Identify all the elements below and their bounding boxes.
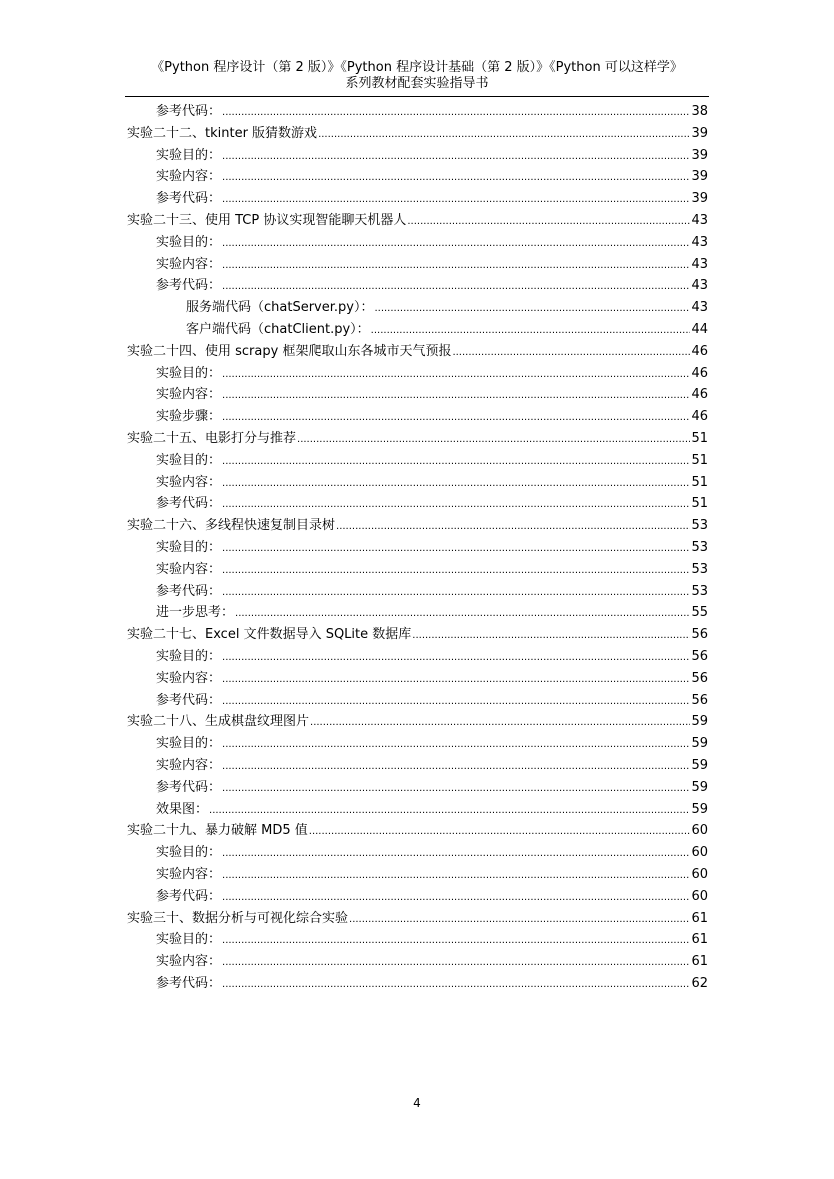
toc-entry-page: 56	[691, 649, 708, 664]
toc-entry-title: 实验内容：	[156, 670, 222, 686]
toc-entry-title: 实验二十七、Excel 文件数据导入 SQLite 数据库	[127, 627, 412, 643]
toc-entry-page: 53	[691, 583, 708, 599]
toc-section-entry[interactable]	[156, 473, 708, 493]
toc-dot-leader	[336, 516, 690, 537]
toc-section-entry[interactable]	[156, 451, 708, 471]
toc-entry-page: 43	[691, 300, 708, 316]
toc-entry-page: 53	[691, 540, 708, 555]
toc-entry-page: 46	[691, 409, 708, 425]
toc-entry-title: 参考代码：	[156, 104, 222, 119]
toc-entry-title: 实验目的：	[156, 845, 222, 861]
page-header	[0, 60, 834, 92]
toc-entry-page: 53	[691, 561, 708, 577]
toc-entry-page: 55	[691, 605, 708, 621]
toc-chapter-entry[interactable]	[127, 342, 708, 362]
toc-section-entry[interactable]	[156, 167, 708, 187]
toc-section-entry[interactable]	[156, 102, 708, 122]
toc-entry-title: 实验三十、数据分析与可视化综合实验	[127, 910, 349, 926]
toc-section-entry[interactable]	[156, 800, 708, 820]
toc-section-entry[interactable]	[156, 603, 708, 623]
toc-dot-leader	[222, 756, 690, 777]
toc-entry-page: 60	[691, 845, 708, 861]
toc-entry-page: 46	[691, 343, 708, 359]
toc-dot-leader	[297, 429, 690, 450]
toc-entry-title: 实验二十五、电影打分与推荐	[127, 431, 297, 446]
toc-entry-title: 实验内容：	[156, 561, 222, 577]
toc-section-entry[interactable]	[156, 691, 708, 711]
toc-entry-title: 客户端代码（chatClient.py）：	[186, 322, 370, 337]
toc-dot-leader	[222, 276, 690, 297]
toc-dot-leader	[222, 930, 690, 951]
toc-dot-leader	[222, 647, 690, 668]
toc-section-entry[interactable]	[156, 865, 708, 885]
toc-entry-title: 实验内容：	[156, 169, 222, 185]
toc-entry-page: 59	[691, 714, 708, 730]
toc-entry-title: 服务端代码（chatServer.py）：	[186, 300, 374, 316]
toc-section-entry[interactable]	[156, 189, 708, 209]
toc-entry-page: 56	[691, 627, 708, 643]
toc-entry-title: 实验目的：	[156, 736, 222, 752]
toc-dot-leader	[222, 778, 690, 799]
toc-section-entry[interactable]	[156, 778, 708, 798]
toc-entry-title: 参考代码：	[156, 888, 222, 904]
toc-entry-page: 43	[691, 234, 708, 250]
toc-dot-leader	[374, 298, 690, 319]
toc-entry-title: 实验二十九、暴力破解 MD5 值	[127, 823, 308, 839]
toc-dot-leader	[222, 385, 690, 406]
toc-section-entry[interactable]	[156, 255, 708, 275]
toc-section-entry[interactable]	[156, 647, 708, 667]
toc-entry-page: 59	[691, 758, 708, 773]
toc-entry-page: 60	[691, 823, 708, 839]
toc-entry-title: 参考代码：	[156, 191, 222, 207]
toc-dot-leader	[222, 255, 690, 276]
toc-section-entry[interactable]	[156, 734, 708, 754]
toc-section-entry[interactable]	[156, 887, 708, 907]
header-divider	[125, 96, 709, 97]
toc-section-entry[interactable]	[186, 298, 708, 318]
toc-dot-leader	[222, 952, 690, 973]
toc-dot-leader	[222, 887, 690, 908]
toc-dot-leader	[222, 865, 690, 886]
toc-entry-page: 43	[691, 213, 708, 228]
toc-dot-leader	[222, 189, 690, 210]
toc-dot-leader	[222, 538, 690, 559]
toc-dot-leader	[222, 102, 690, 123]
toc-chapter-entry[interactable]	[127, 909, 708, 929]
toc-section-entry[interactable]	[156, 385, 708, 405]
toc-entry-title: 实验内容：	[156, 387, 222, 403]
toc-dot-leader	[371, 320, 691, 341]
toc-entry-title: 实验目的：	[156, 540, 222, 555]
toc-entry-title: 实验二十二、tkinter 版猜数游戏	[127, 125, 318, 141]
toc-dot-leader	[235, 603, 690, 624]
toc-entry-title: 实验目的：	[156, 932, 222, 948]
toc-entry-title: 参考代码：	[156, 278, 222, 294]
toc-entry-title: 实验内容：	[156, 867, 222, 882]
toc-section-entry[interactable]	[156, 669, 708, 689]
toc-entry-title: 参考代码：	[156, 692, 222, 708]
toc-section-entry[interactable]	[156, 276, 708, 296]
toc-section-entry[interactable]	[156, 538, 708, 558]
toc-dot-leader	[222, 407, 690, 428]
toc-section-entry[interactable]	[156, 756, 708, 776]
toc-entry-page: 51	[691, 496, 708, 512]
toc-entry-page: 38	[691, 104, 708, 119]
toc-dot-leader	[452, 342, 690, 363]
toc-section-entry[interactable]	[156, 233, 708, 253]
toc-chapter-entry[interactable]	[127, 429, 708, 449]
toc-entry-title: 实验二十四、使用 scrapy 框架爬取山东各城市天气预报	[127, 343, 452, 359]
toc-dot-leader	[222, 451, 690, 472]
toc-dot-leader	[222, 734, 690, 755]
toc-section-entry[interactable]	[156, 582, 708, 602]
toc-dot-leader	[407, 211, 690, 232]
toc-entry-title: 实验内容：	[156, 474, 222, 490]
toc-dot-leader	[222, 974, 690, 995]
toc-entry-title: 参考代码：	[156, 779, 222, 795]
toc-chapter-entry[interactable]	[127, 211, 708, 231]
toc-entry-title: 参考代码：	[156, 583, 222, 599]
toc-section-entry[interactable]	[186, 320, 708, 340]
toc-entry-title: 实验二十八、生成棋盘纹理图片	[127, 714, 310, 730]
toc-entry-page: 43	[691, 278, 708, 294]
toc-dot-leader	[222, 669, 690, 690]
toc-section-entry[interactable]	[156, 407, 708, 427]
toc-entry-title: 实验目的：	[156, 365, 222, 381]
toc-entry-title: 实验二十六、多线程快速复制目录树	[127, 518, 336, 534]
toc-entry-page: 44	[691, 322, 708, 337]
toc-dot-leader	[222, 473, 690, 494]
toc-entry-title: 实验目的：	[156, 649, 222, 664]
toc-entry-page: 39	[691, 169, 708, 185]
toc-entry-page: 51	[691, 474, 708, 490]
toc-entry-page: 61	[691, 954, 708, 970]
header-line-1: 《Python 程序设计（第 2 版）》《Python 程序设计基础（第 2 版）》《Python 可以这样学》	[151, 60, 683, 75]
toc-dot-leader	[349, 909, 690, 930]
toc-entry-page: 60	[691, 888, 708, 904]
toc-entry-page: 39	[691, 125, 708, 141]
toc-chapter-entry[interactable]	[127, 625, 708, 645]
toc-entry-title: 实验内容：	[156, 256, 222, 272]
toc-entry-title: 效果图：	[156, 801, 209, 817]
toc-dot-leader	[222, 691, 690, 712]
page-number: 4	[413, 1096, 421, 1110]
toc-dot-leader	[318, 124, 690, 145]
toc-entry-page: 46	[691, 387, 708, 403]
toc-dot-leader	[310, 712, 690, 733]
toc-entry-page: 61	[691, 932, 708, 948]
header-line-2: 系列教材配套实验指导书	[345, 76, 489, 91]
toc-entry-page: 59	[691, 736, 708, 752]
toc-entry-page: 56	[691, 670, 708, 686]
toc-entry-page: 53	[691, 518, 708, 534]
toc-entry-title: 实验内容：	[156, 954, 222, 970]
toc-entry-title: 实验步骤：	[156, 409, 222, 425]
toc-dot-leader	[222, 167, 690, 188]
toc-dot-leader	[222, 233, 690, 254]
toc-section-entry[interactable]	[156, 843, 708, 863]
toc-entry-page: 43	[691, 256, 708, 272]
toc-section-entry[interactable]	[156, 952, 708, 972]
toc-dot-leader	[222, 582, 690, 603]
toc-chapter-entry[interactable]	[127, 712, 708, 732]
toc-section-entry[interactable]	[156, 560, 708, 580]
toc-section-entry[interactable]	[156, 974, 708, 994]
toc-dot-leader	[309, 821, 691, 842]
toc-entry-page: 59	[691, 801, 708, 817]
toc-dot-leader	[222, 843, 690, 864]
toc-section-entry[interactable]	[156, 930, 708, 950]
toc-entry-title: 实验目的：	[156, 452, 222, 468]
toc-entry-page: 59	[691, 779, 708, 795]
toc-entry-page: 60	[691, 867, 708, 882]
toc-dot-leader	[222, 560, 690, 581]
toc-entry-page: 39	[691, 191, 708, 207]
toc-entry-page: 56	[691, 692, 708, 708]
toc-entry-page: 51	[691, 452, 708, 468]
toc-section-entry[interactable]	[156, 494, 708, 514]
toc-entry-title: 实验目的：	[156, 234, 222, 250]
toc-dot-leader	[209, 800, 690, 821]
toc-section-entry[interactable]	[156, 146, 708, 166]
toc-dot-leader	[222, 146, 690, 167]
toc-entry-title: 实验目的：	[156, 147, 222, 163]
toc-entry-page: 51	[691, 431, 708, 446]
toc-dot-leader	[222, 364, 690, 385]
toc-entry-page: 46	[691, 365, 708, 381]
toc-chapter-entry[interactable]	[127, 124, 708, 144]
toc-entry-title: 进一步思考：	[156, 605, 235, 621]
toc-entry-page: 39	[691, 147, 708, 163]
toc-dot-leader	[222, 494, 690, 515]
toc-entry-title: 参考代码：	[156, 496, 222, 512]
toc-entry-title: 参考代码：	[156, 976, 222, 991]
toc-chapter-entry[interactable]	[127, 516, 708, 536]
toc-section-entry[interactable]	[156, 364, 708, 384]
toc-entry-page: 62	[691, 976, 708, 991]
toc-entry-title: 实验二十三、使用 TCP 协议实现智能聊天机器人	[127, 213, 407, 228]
toc-dot-leader	[412, 625, 690, 646]
toc-entry-page: 61	[691, 910, 708, 926]
toc-entry-title: 实验内容：	[156, 758, 222, 773]
toc-chapter-entry[interactable]	[127, 821, 708, 841]
